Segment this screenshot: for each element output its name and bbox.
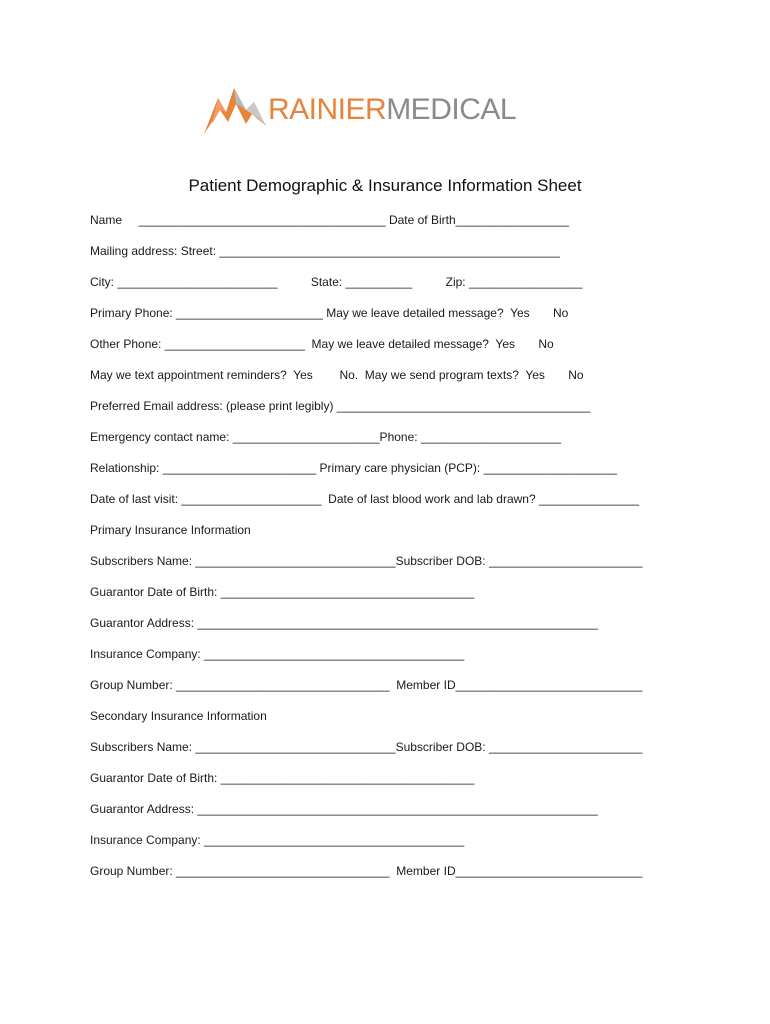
mailing-address-line[interactable]: Mailing address: Street: ___________________________________________________ — [90, 244, 560, 258]
other-phone-line[interactable]: Other Phone: _____________________ May we leave detailed message? Yes No — [90, 337, 554, 351]
logo-wordmark — [268, 93, 516, 127]
logo-word-medical: MEDICAL — [386, 93, 517, 126]
secondary-insurance-heading: Secondary Insurance Information — [90, 709, 267, 723]
name-dob-line[interactable]: Name _____________________________________ Date of Birth_________________ — [90, 213, 570, 227]
primary-insurance-heading: Primary Insurance Information — [90, 523, 251, 537]
secondary-subscriber-line[interactable]: Subscribers Name: ______________________________Subscriber DOB: _______________________ — [90, 740, 643, 754]
secondary-group-member-line[interactable]: Group Number: ________________________________ Member ID____________________________ — [90, 864, 643, 878]
primary-guarantor-address-line[interactable]: Guarantor Address: ____________________________________________________________ — [90, 616, 598, 630]
secondary-guarantor-dob-line[interactable]: Guarantor Date of Birth: ______________________________________ — [90, 771, 475, 785]
email-line[interactable]: Preferred Email address: (please print legibly) ______________________________________ — [90, 399, 591, 413]
text-reminders-line[interactable]: May we text appointment reminders? Yes No. May we send program texts? Yes No — [90, 368, 584, 382]
page-title: Patient Demographic & Insurance Information Sheet — [188, 176, 582, 195]
secondary-guarantor-address-line[interactable]: Guarantor Address: ____________________________________________________________ — [90, 802, 598, 816]
mountain-logo-icon — [204, 84, 266, 136]
secondary-insurance-company-line[interactable]: Insurance Company: _______________________________________ — [90, 833, 465, 847]
primary-phone-line[interactable]: Primary Phone: ______________________ May we leave detailed message? Yes No — [90, 306, 569, 320]
relationship-pcp-line[interactable]: Relationship: _______________________ Primary care physician (PCP): ____________________ — [90, 461, 618, 475]
primary-guarantor-dob-line[interactable]: Guarantor Date of Birth: ______________________________________ — [90, 585, 475, 599]
logo-word-rainier: RAINIER — [268, 93, 387, 126]
primary-insurance-company-line[interactable]: Insurance Company: _______________________________________ — [90, 647, 465, 661]
primary-group-member-line[interactable]: Group Number: ________________________________ Member ID____________________________ — [90, 678, 643, 692]
primary-subscriber-line[interactable]: Subscribers Name: ______________________________Subscriber DOB: _______________________ — [90, 554, 643, 568]
emergency-contact-line[interactable]: Emergency contact name: ______________________Phone: _____________________ — [90, 430, 562, 444]
last-visit-line[interactable]: Date of last visit: _____________________ Date of last blood work and lab drawn? _______________ — [90, 492, 640, 506]
city-state-zip-line[interactable]: City: ________________________ State: __________ Zip: _________________ — [90, 275, 583, 289]
